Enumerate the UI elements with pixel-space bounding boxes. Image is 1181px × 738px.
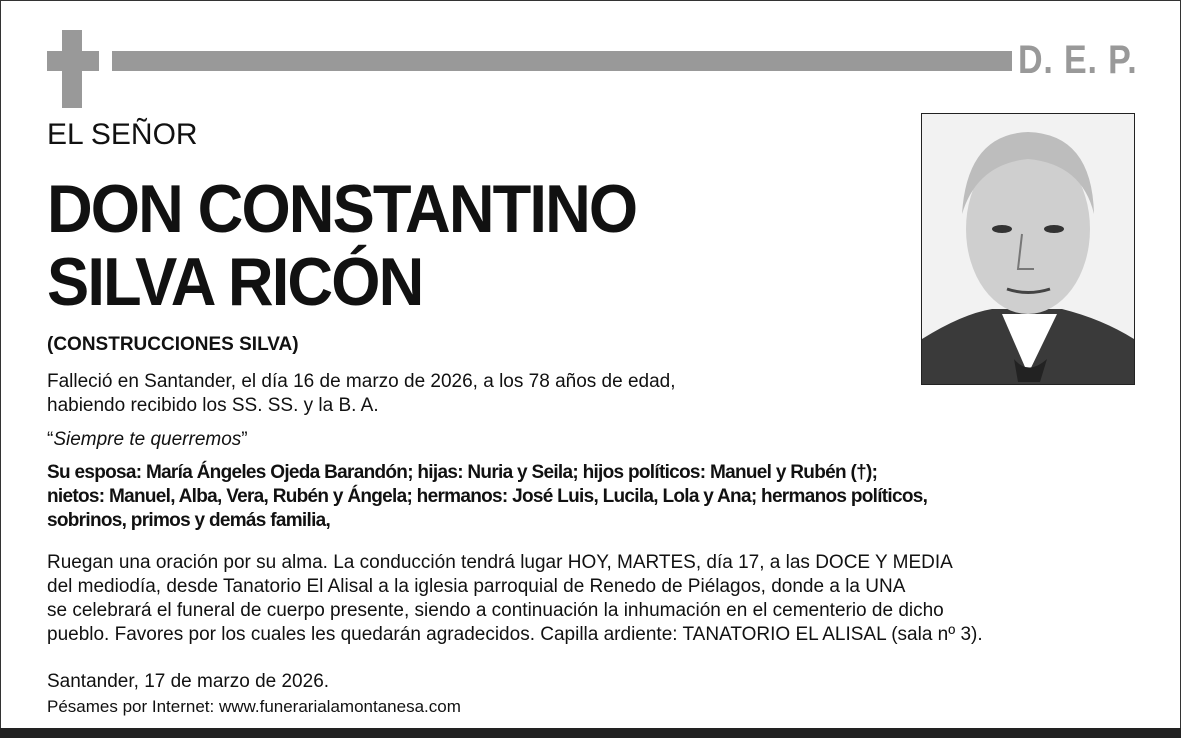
quote-mark: “ (47, 429, 54, 450)
cross-icon-arm (47, 51, 99, 71)
announcement (47, 551, 983, 647)
death-line: habiendo recibido los SS. SS. y la B. A. (47, 395, 379, 416)
deceased-name-line1: DON CONSTANTINO (47, 171, 637, 247)
family-line: nietos: Manuel, Alba, Vera, Rubén y Ángela; hermanos: José Luis, Lucila, Lola y Ana; hermanos políticos, (47, 486, 928, 507)
bottom-bar (0, 728, 1181, 738)
quote (47, 428, 248, 452)
announcement-line: del mediodía, desde Tanatorio El Alisal a la iglesia parroquial de Renedo de Piélagos, donde a la UNA (47, 576, 906, 597)
company-name: (CONSTRUCCIONES SILVA) (47, 334, 299, 355)
announcement-line: pueblo. Favores por los cuales les quedarán agradecidos. Capilla ardiente: TANATORIO EL ALISAL (sala nº 3). (47, 624, 983, 645)
header-rule (112, 51, 1012, 71)
deceased-photo (921, 113, 1135, 385)
quote-text: Siempre te querremos (53, 429, 242, 450)
condolences-link[interactable]: Pésames por Internet: www.funerarialamontanesa.com (47, 697, 461, 716)
announcement-line: se celebrará el funeral de cuerpo presente, siendo a continuación la inhumación en el cementerio de dicho (47, 600, 944, 621)
announcement-line: Ruegan una oración por su alma. La conducción tendrá lugar HOY, MARTES, día 17, a las DOCE Y MEDIA (47, 552, 953, 573)
place-date: Santander, 17 de marzo de 2026. (47, 671, 330, 692)
quote-mark: ” (241, 429, 248, 450)
family-line: sobrinos, primos y demás familia, (47, 510, 331, 531)
death-line: Falleció en Santander, el día 16 de marzo de 2026, a los 78 años de edad, (47, 371, 676, 392)
family-list (47, 461, 927, 533)
death-info (47, 370, 676, 418)
title-prefix: EL SEÑOR (47, 118, 198, 151)
family-line: Su esposa: María Ángeles Ojeda Barandón; hijas: Nuria y Seila; hijos políticos: Manuel y Rubén (†); (47, 462, 878, 483)
dep-label: D. E. P. (1018, 38, 1138, 82)
deceased-name-line2: SILVA RICÓN (47, 244, 423, 320)
